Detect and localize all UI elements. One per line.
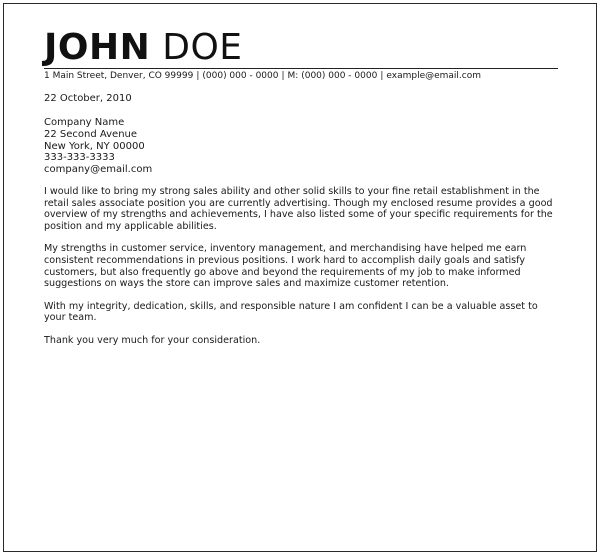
body-paragraph-3: With my integrity, dedication, skills, and responsible nature I am confident I can be a valuable asset to your team. [44,300,538,324]
contact-mobile: M: (000) 000 - 0000 [287,71,378,81]
applicant-name [44,28,243,68]
contact-separator: | [196,71,200,81]
last-name: DOE [162,27,243,68]
recipient-phone: 333-333-3333 [44,152,115,164]
contact-phone: (000) 000 - 0000 [202,71,279,81]
recipient-street: 22 Second Avenue [44,128,138,140]
contact-address: 1 Main Street, Denver, CO 99999 [44,71,194,81]
recipient-city: New York, NY 00000 [44,140,145,152]
first-name: JOHN [44,27,151,68]
contact-email: example@email.com [386,71,482,81]
contact-separator: | [380,71,384,81]
recipient-company: Company Name [44,117,125,128]
letter-date: 22 October, 2010 [44,93,132,104]
body-paragraph-1: I would like to bring my strong sales ability and other solid skills to your fine retail establishment in the retail sales associate position you are currently advertising. Though my enclosed resume provides a good overview of my strengths and achievements, I have also listed some of your specific requirements for the position and my applicable abilities. [44,186,553,232]
header-divider [44,68,558,69]
body-paragraph-2: My strengths in customer service, inventory management, and merchandising have helped me earn consistent recommendations in previous positions. I work hard to accomplish daily goals and satisfy customers, but also frequently go above and beyond the requirements of my job to make informed suggestions on ways the store can improve sales and maximize customer retention. [44,243,527,290]
recipient-email: company@email.com [44,164,153,176]
body-paragraph-4: Thank you very much for your consideration. [44,334,261,346]
contact-line [44,71,481,82]
recipient-block [44,117,152,176]
letter-body [44,186,556,358]
contact-separator: | [281,71,285,81]
